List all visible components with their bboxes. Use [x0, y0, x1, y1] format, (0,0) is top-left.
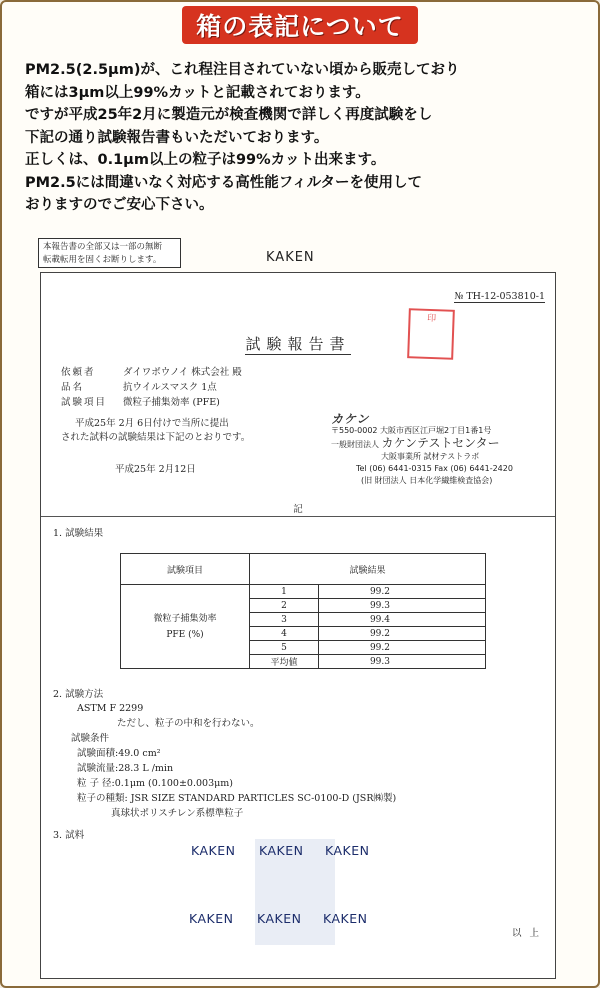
trial-value: 99.3 [319, 599, 486, 613]
intro-line: 箱には3μm以上99%カットと記載されております。 [25, 84, 370, 101]
issuer-tel: Tel (06) 6441-0315 Fax (06) 6441-2420 [356, 464, 513, 473]
method-block [71, 701, 397, 821]
results-table [120, 553, 486, 669]
sample-mark: KAKEN [259, 843, 304, 858]
field-client [61, 365, 242, 380]
copyright-notice [38, 238, 181, 268]
trial-number: 2 [250, 599, 319, 613]
condition-particle: 粒 子 径:0.1μm (0.100±0.003μm) [77, 778, 233, 789]
field-key: 品名 [61, 382, 85, 393]
field-product [61, 380, 242, 395]
field-value: ダイワボウノイ 株式会社 殿 [123, 367, 242, 378]
sample-mark: KAKEN [189, 911, 234, 926]
divider [41, 516, 555, 517]
notice-line: 転載転用を固くお断りします。 [43, 255, 162, 265]
intro-line: 正しくは、0.1μm以上の粒子は99%カット出来ます。 [25, 152, 386, 168]
condition-area: 試験面積:49.0 cm² [77, 748, 161, 759]
test-report [40, 272, 556, 979]
condition-type-2: 真球状ポリスチレン系標準粒子 [111, 808, 244, 819]
average-label: 平均値 [250, 655, 319, 669]
method-note: ただし、粒子の中和を行わない。 [117, 718, 260, 729]
header-brand: KAKEN [266, 250, 315, 265]
banner [0, 6, 600, 44]
issuer-block [331, 413, 541, 487]
sample-mark: KAKEN [323, 911, 368, 926]
field-value: 微粒子捕集効率 (PFE) [123, 397, 220, 408]
section-method-heading: 2. 試験方法 [53, 689, 104, 700]
report-fields [61, 365, 242, 410]
sample-mark: KAKEN [325, 843, 370, 858]
issuer-org-name: カケンテストセンター [381, 436, 500, 450]
sample-image [191, 833, 401, 943]
method-standard: ASTM F 2299 [77, 703, 144, 714]
table-row [121, 585, 486, 599]
submission-paragraph [61, 417, 250, 445]
condition-flow: 試験流量:28.3 L /min [77, 763, 174, 774]
issuer-address: 〒550-0002 大阪市西区江戸堀2丁目1番1号 [331, 426, 492, 435]
issuer-org-prefix: 一般財団法人 [331, 440, 379, 449]
sample-mark: KAKEN [257, 911, 302, 926]
issuer-office: 大阪事業所 試材テストラボ [381, 452, 480, 461]
para-line: された試料の試験結果は下記のとおりです。 [61, 432, 251, 443]
average-value: 99.3 [319, 655, 486, 669]
intro-text [25, 59, 595, 217]
trial-number: 4 [250, 627, 319, 641]
notice-line: 本報告書の全部又は一部の無断 [43, 242, 163, 252]
end-mark: 以上 [511, 928, 547, 939]
col-header-result: 試験結果 [250, 554, 486, 585]
trial-number: 3 [250, 613, 319, 627]
intro-line: PM2.5には間違いなく対応する高性能フィルターを使用して [25, 174, 423, 191]
row-label-line: 微粒子捕集効率 [153, 613, 217, 624]
report-title [41, 333, 555, 354]
section-results-heading: 1. 試験結果 [53, 528, 104, 539]
official-seal-stamp: 印 [407, 308, 455, 360]
ki-heading: 記 [293, 504, 303, 515]
report-title-text: 試験報告書 [245, 335, 351, 353]
row-label-line: PFE (%) [166, 629, 204, 640]
trial-number: 5 [250, 641, 319, 655]
condition-type: 粒子の種類: JSR SIZE STANDARD PARTICLES SC-0100-D (JSR㈱製) [77, 793, 397, 804]
para-line: 平成25年 2月 6日付けで当所に提出 [75, 418, 229, 429]
kaken-logo: カケン [331, 412, 370, 426]
trial-value: 99.2 [319, 641, 486, 655]
report-number: № TH-12-053810-1 [454, 291, 545, 302]
trial-value: 99.2 [319, 627, 486, 641]
intro-line: PM2.5(2.5μm)が、これ程注目されていない頃から販売しており [25, 62, 460, 78]
field-test-item [61, 395, 242, 410]
trial-number: 1 [250, 585, 319, 599]
issuer-former: (旧 財団法人 日本化学繊維検査協会) [361, 476, 493, 485]
conditions-label: 試験条件 [71, 733, 110, 744]
row-label [121, 585, 250, 669]
intro-line: 下記の通り試験報告書もいただいております。 [25, 129, 329, 146]
field-value: 抗ウイルスマスク 1点 [123, 382, 217, 393]
intro-line: ですが平成25年2月に製造元が検査機関で詳しく再度試験をし [25, 107, 433, 123]
col-header-item: 試験項目 [121, 554, 250, 585]
field-key: 依頼者 [61, 367, 96, 378]
trial-value: 99.2 [319, 585, 486, 599]
trial-value: 99.4 [319, 613, 486, 627]
sample-mark: KAKEN [191, 843, 236, 858]
intro-line: おりますのでご安心下さい。 [25, 197, 214, 213]
section-sample-heading: 3. 試料 [53, 830, 85, 841]
banner-title: 箱の表記について [182, 6, 418, 44]
table-header-row [121, 554, 486, 585]
field-key: 試験項目 [61, 397, 108, 408]
report-date: 平成25年 2月12日 [115, 464, 196, 475]
